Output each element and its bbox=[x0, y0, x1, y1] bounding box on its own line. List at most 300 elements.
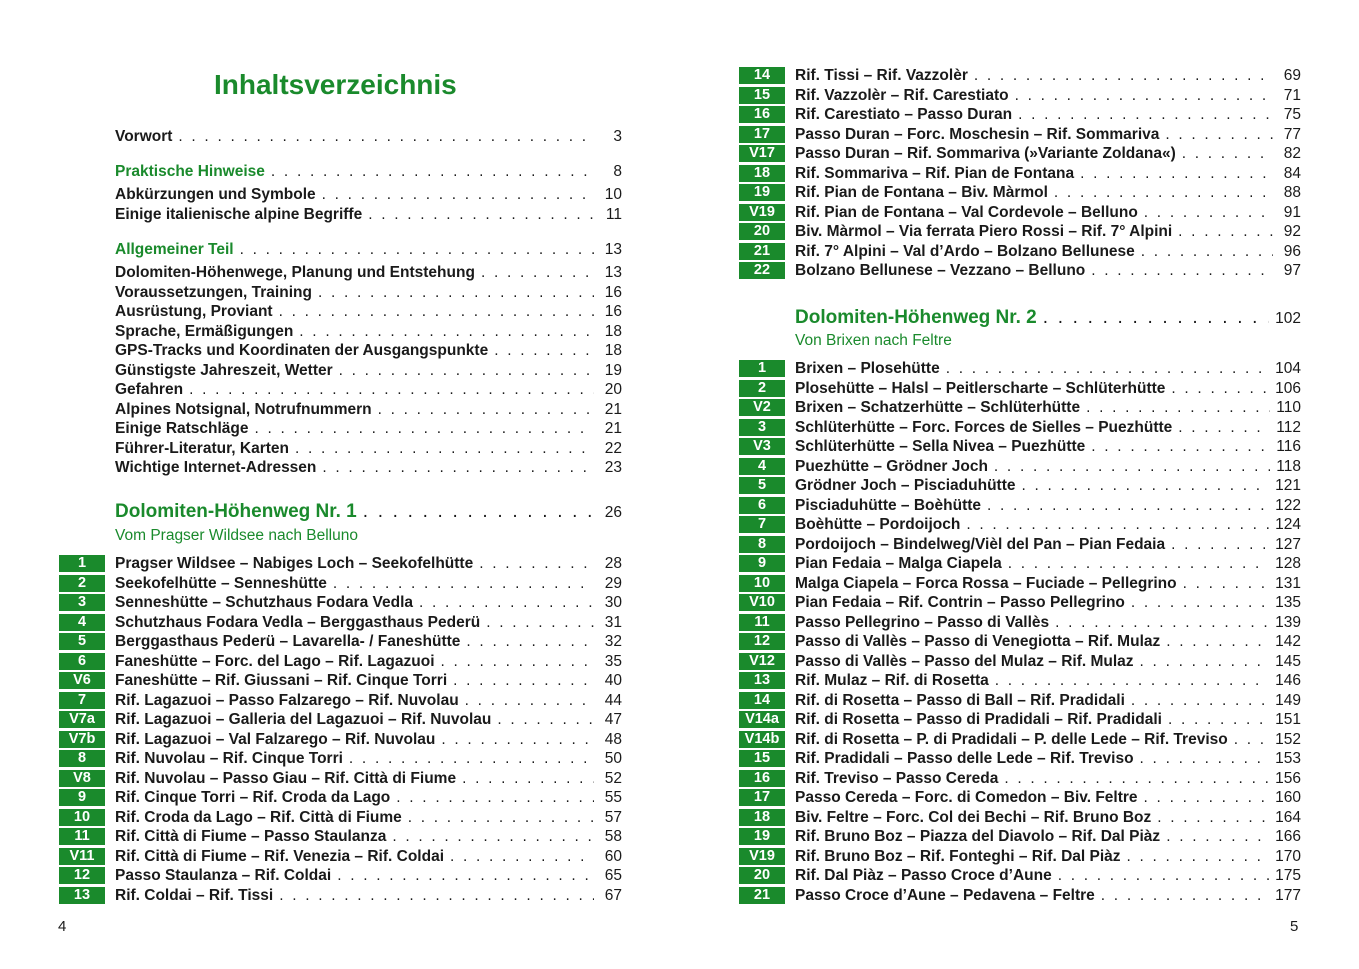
toc-entry[interactable] bbox=[115, 361, 622, 381]
leader-dots bbox=[466, 632, 594, 652]
stage-title: Rif. Città di Fiume – Rif. Venezia – Rif. Coldai bbox=[115, 847, 444, 865]
stage-title: Faneshütte – Forc. del Lago – Rif. Lagazuoi bbox=[115, 652, 435, 670]
stage-row[interactable] bbox=[115, 574, 622, 594]
leader-dots bbox=[1043, 305, 1269, 331]
stage-page: 121 bbox=[1275, 477, 1301, 494]
stage-number-badge: V14b bbox=[739, 731, 785, 748]
stage-row[interactable] bbox=[795, 515, 1301, 535]
stage-number-badge: 10 bbox=[739, 575, 785, 592]
stage-title: Puezhütte – Grödner Joch bbox=[795, 457, 988, 475]
stage-row[interactable] bbox=[115, 671, 622, 691]
entry-page: 3 bbox=[613, 128, 622, 145]
stage-number-badge: 17 bbox=[739, 789, 785, 806]
stage-page: 152 bbox=[1275, 730, 1301, 748]
stage-page: 153 bbox=[1275, 750, 1301, 767]
stage-title: Brixen – Schatzerhütte – Schlüterhütte bbox=[795, 399, 1081, 416]
stage-page: 69 bbox=[1283, 67, 1301, 84]
stage-title: Rif. Nuvolau – Passo Giau – Rif. Città di Fiume bbox=[115, 769, 457, 787]
entry-page: 16 bbox=[604, 283, 622, 301]
stage-title: Faneshütte – Rif. Giussani – Rif. Cinque Torri bbox=[115, 672, 448, 689]
entry-title: Praktische Hinweise bbox=[115, 163, 265, 180]
leader-dots bbox=[966, 515, 1269, 535]
stage-page: 52 bbox=[604, 769, 622, 787]
stage-number-badge: 15 bbox=[739, 750, 785, 767]
stage-page: 60 bbox=[604, 847, 622, 865]
toc-entry[interactable] bbox=[115, 185, 622, 205]
stage-page: 145 bbox=[1275, 652, 1301, 670]
stage-row[interactable] bbox=[795, 359, 1301, 379]
stage-title: Schlüterhütte – Sella Nivea – Puezhütte bbox=[795, 438, 1086, 455]
stage-title: Rif. Treviso – Passo Cereda bbox=[795, 769, 999, 787]
stage-number-badge: 19 bbox=[739, 828, 785, 845]
leader-dots bbox=[189, 380, 594, 400]
stage-title: Passo Duran – Forc. Moschesin – Rif. Sommariva bbox=[795, 125, 1160, 143]
stage-row[interactable] bbox=[115, 788, 622, 808]
stage-row[interactable] bbox=[795, 457, 1301, 477]
stage-title: Malga Ciapela – Forca Rossa – Fuciade – Pellegrino bbox=[795, 574, 1177, 592]
leader-dots bbox=[1140, 652, 1270, 672]
stage-page: 97 bbox=[1283, 262, 1301, 279]
route-heading-1[interactable] bbox=[115, 499, 622, 525]
stage-row[interactable] bbox=[795, 593, 1301, 613]
stage-page: 124 bbox=[1275, 516, 1301, 533]
stage-page: 177 bbox=[1275, 886, 1301, 904]
stage-page: 142 bbox=[1275, 633, 1301, 650]
stage-row[interactable] bbox=[115, 886, 622, 906]
entry-page: 13 bbox=[604, 241, 622, 258]
stage-row[interactable] bbox=[115, 593, 622, 613]
stage-title: Schlüterhütte – Forc. Forces de Sielles – Puezhütte bbox=[795, 418, 1173, 436]
stage-row[interactable] bbox=[795, 808, 1301, 828]
stage-row[interactable] bbox=[795, 671, 1301, 691]
stage-number-badge: V8 bbox=[59, 770, 105, 787]
stage-number-badge: 14 bbox=[739, 692, 785, 709]
stage-title: Passo Croce d’Aune – Pedavena – Feltre bbox=[795, 886, 1095, 904]
leader-dots bbox=[1140, 749, 1270, 769]
stage-row[interactable] bbox=[795, 847, 1301, 867]
stage-row[interactable] bbox=[795, 66, 1301, 86]
leader-dots bbox=[1101, 886, 1269, 906]
stage-number-badge: 3 bbox=[59, 594, 105, 611]
stage-number-badge: 22 bbox=[739, 262, 785, 279]
stage-row[interactable] bbox=[795, 730, 1301, 750]
entry-title: Alpines Notsignal, Notrufnummern bbox=[115, 400, 372, 418]
stage-page: 122 bbox=[1275, 496, 1301, 514]
stage-page: 139 bbox=[1275, 613, 1301, 631]
leader-dots bbox=[378, 400, 594, 420]
stage-row[interactable] bbox=[795, 535, 1301, 555]
stage-number-badge: 20 bbox=[739, 867, 785, 884]
stage-page: 156 bbox=[1275, 769, 1301, 787]
stage-page: 82 bbox=[1283, 145, 1301, 162]
leader-dots bbox=[271, 162, 594, 182]
stage-title: Rif. Nuvolau – Rif. Cinque Torri bbox=[115, 750, 343, 767]
stage-title: Rif. Tissi – Rif. Vazzolèr bbox=[795, 67, 968, 84]
stage-number-badge: 16 bbox=[739, 770, 785, 787]
section-heading-praktische-hinweise[interactable] bbox=[115, 162, 622, 182]
stage-title: Rif. Carestiato – Passo Duran bbox=[795, 106, 1013, 123]
stage-title: Berggasthaus Pederü – Lavarella- / Faneshütte bbox=[115, 633, 461, 650]
stage-row[interactable] bbox=[115, 652, 622, 672]
stage-page: 175 bbox=[1275, 867, 1301, 884]
leader-dots bbox=[497, 710, 594, 730]
stage-title: Grödner Joch – Pisciaduhütte bbox=[795, 477, 1016, 494]
leader-dots bbox=[1091, 261, 1273, 281]
stage-title: Rif. Pian de Fontana – Biv. Màrmol bbox=[795, 184, 1048, 201]
leader-dots bbox=[1086, 398, 1270, 418]
stage-title: Passo Staulanza – Rif. Coldai bbox=[115, 867, 332, 884]
stage-title: Bolzano Bellunese – Vezzano – Belluno bbox=[795, 262, 1086, 279]
entry-title: Günstigste Jahreszeit, Wetter bbox=[115, 361, 333, 379]
stage-row[interactable] bbox=[795, 652, 1301, 672]
toc-entry[interactable] bbox=[115, 302, 622, 322]
page-number-left: 4 bbox=[58, 918, 67, 935]
leader-dots bbox=[408, 808, 594, 828]
leader-dots bbox=[1171, 379, 1269, 399]
stage-page: 32 bbox=[604, 633, 622, 650]
stage-page: 149 bbox=[1275, 691, 1301, 709]
stage-title: Rif. Sommariva – Rif. Pian de Fontana bbox=[795, 164, 1075, 182]
stage-title: Rif. di Rosetta – P. di Pradidali – P. delle Lede – Rif. Treviso bbox=[795, 730, 1228, 748]
leader-dots bbox=[368, 205, 594, 225]
stage-number-badge: 15 bbox=[739, 87, 785, 104]
entry-page: 20 bbox=[604, 381, 622, 398]
leader-dots bbox=[1157, 808, 1269, 828]
stage-title: Rif. Pian de Fontana – Val Cordevole – Belluno bbox=[795, 203, 1138, 221]
stage-row[interactable] bbox=[795, 437, 1301, 457]
stage-page: 31 bbox=[604, 613, 622, 631]
stage-row[interactable] bbox=[795, 144, 1301, 164]
stage-row[interactable] bbox=[795, 125, 1301, 145]
stage-row[interactable] bbox=[795, 769, 1301, 789]
entry-page: 11 bbox=[605, 206, 622, 223]
entry-page: 10 bbox=[604, 186, 622, 203]
stage-page: 28 bbox=[604, 555, 622, 572]
route-subtitle-2: Von Brixen nach Feltre bbox=[795, 332, 952, 349]
stage-number-badge: 18 bbox=[739, 165, 785, 182]
stage-page: 48 bbox=[604, 730, 622, 748]
stage-page: 135 bbox=[1275, 594, 1301, 611]
entry-page: 13 bbox=[604, 264, 622, 281]
toc-entry[interactable] bbox=[115, 439, 622, 459]
toc-entry[interactable] bbox=[115, 283, 622, 303]
stage-title: Rif. Croda da Lago – Rif. Città di Fiume bbox=[115, 808, 402, 826]
stage-title: Rif. Dal Piàz – Passo Croce d’Aune bbox=[795, 867, 1052, 884]
leader-dots bbox=[396, 788, 594, 808]
stage-number-badge: 12 bbox=[739, 633, 785, 650]
stage-page: 146 bbox=[1275, 672, 1301, 689]
toc-entry[interactable] bbox=[115, 380, 622, 400]
stage-page: 75 bbox=[1283, 106, 1301, 123]
stage-row[interactable] bbox=[795, 183, 1301, 203]
stage-number-badge: 21 bbox=[739, 887, 785, 904]
stage-page: 50 bbox=[604, 750, 622, 767]
entry-title: Vorwort bbox=[115, 128, 173, 145]
stage-title: Rif. Lagazuoi – Passo Falzarego – Rif. Nuvolau bbox=[115, 691, 459, 709]
stage-row[interactable] bbox=[115, 613, 622, 633]
leader-dots bbox=[1183, 574, 1270, 594]
leader-dots bbox=[1144, 203, 1273, 223]
stage-title: Biv. Màrmol – Via ferrata Piero Rossi – Rif. 7° Alpini bbox=[795, 223, 1173, 240]
stage-page: 91 bbox=[1283, 203, 1301, 221]
stage-page: 71 bbox=[1283, 86, 1301, 104]
entry-page: 23 bbox=[604, 459, 622, 476]
stage-row[interactable] bbox=[795, 86, 1301, 106]
entry-title: Wichtige Internet-Adressen bbox=[115, 459, 317, 476]
stage-row[interactable] bbox=[795, 886, 1301, 906]
leader-dots bbox=[486, 613, 594, 633]
leader-dots bbox=[240, 240, 594, 260]
toc-entry[interactable] bbox=[115, 419, 622, 439]
leader-dots bbox=[419, 593, 594, 613]
leader-dots bbox=[479, 554, 594, 574]
stage-title: Schutzhaus Fodara Vedla – Berggasthaus Pederü bbox=[115, 613, 481, 631]
stage-number-badge: V2 bbox=[739, 399, 785, 416]
stage-row[interactable] bbox=[115, 710, 622, 730]
stage-page: 127 bbox=[1275, 535, 1301, 553]
stage-page: 30 bbox=[604, 594, 622, 611]
stage-page: 112 bbox=[1276, 418, 1301, 436]
stage-title: Passo Cereda – Forc. di Comedon – Biv. Feltre bbox=[795, 789, 1138, 806]
stage-row[interactable] bbox=[795, 105, 1301, 125]
leader-dots bbox=[453, 671, 594, 691]
stage-page: 55 bbox=[604, 789, 622, 806]
stage-number-badge: 3 bbox=[739, 419, 785, 436]
stage-page: 88 bbox=[1283, 184, 1301, 201]
stage-row[interactable] bbox=[795, 476, 1301, 496]
stage-number-badge: V12 bbox=[739, 653, 785, 670]
leader-dots bbox=[1141, 242, 1273, 262]
leader-dots bbox=[322, 458, 594, 478]
stage-title: Pian Fedaia – Malga Ciapela bbox=[795, 555, 1002, 572]
stage-number-badge: 21 bbox=[739, 243, 785, 260]
stage-number-badge: 5 bbox=[739, 477, 785, 494]
stage-number-badge: V11 bbox=[59, 848, 105, 865]
stage-row[interactable] bbox=[795, 222, 1301, 242]
leader-dots bbox=[462, 769, 594, 789]
toc-entry[interactable] bbox=[115, 341, 622, 361]
entry-title: Gefahren bbox=[115, 381, 184, 398]
stage-row[interactable] bbox=[795, 379, 1301, 399]
page-number-right: 5 bbox=[1290, 918, 1299, 935]
leader-dots bbox=[995, 671, 1269, 691]
leader-dots bbox=[392, 827, 594, 847]
stage-page: 110 bbox=[1276, 399, 1301, 416]
stage-number-badge: 6 bbox=[59, 653, 105, 670]
stage-title: Rif. Cinque Torri – Rif. Croda da Lago bbox=[115, 789, 391, 806]
leader-dots bbox=[1168, 710, 1269, 730]
stage-row[interactable] bbox=[795, 749, 1301, 769]
stage-row[interactable] bbox=[795, 632, 1301, 652]
entry-page: 18 bbox=[604, 342, 622, 359]
leader-dots bbox=[279, 886, 594, 906]
stage-row[interactable] bbox=[115, 554, 622, 574]
stage-number-badge: 13 bbox=[739, 672, 785, 689]
stage-number-badge: 14 bbox=[739, 67, 785, 84]
route-heading-2[interactable] bbox=[795, 305, 1301, 331]
leader-dots bbox=[339, 361, 594, 381]
stage-title: Senneshütte – Schutzhaus Fodara Vedla bbox=[115, 594, 414, 611]
leader-dots bbox=[974, 66, 1273, 86]
leader-dots bbox=[1008, 554, 1269, 574]
stage-number-badge: V19 bbox=[739, 204, 785, 221]
stage-title: Biv. Feltre – Forc. Col dei Bechi – Rif. Bruno Boz bbox=[795, 808, 1152, 826]
stage-page: 65 bbox=[604, 867, 622, 884]
stage-page: 116 bbox=[1276, 438, 1301, 455]
leader-dots bbox=[1178, 418, 1270, 438]
stage-page: 47 bbox=[604, 711, 622, 728]
leader-dots bbox=[481, 263, 594, 283]
stage-number-badge: 10 bbox=[59, 809, 105, 826]
stage-row[interactable] bbox=[795, 691, 1301, 711]
stage-row[interactable] bbox=[115, 769, 622, 789]
toc-title: Inhaltsverzeichnis bbox=[214, 69, 457, 100]
stage-row[interactable] bbox=[795, 418, 1301, 438]
stage-page: 160 bbox=[1275, 789, 1301, 806]
stage-number-badge: 11 bbox=[59, 828, 105, 845]
stage-page: 96 bbox=[1283, 242, 1301, 260]
stage-row[interactable] bbox=[115, 730, 622, 750]
entry-title: Führer-Literatur, Karten bbox=[115, 439, 289, 457]
stage-row[interactable] bbox=[795, 496, 1301, 516]
toc-entry[interactable] bbox=[115, 263, 622, 283]
stage-number-badge: 8 bbox=[739, 536, 785, 553]
leader-dots bbox=[1182, 144, 1273, 164]
stage-title: Boèhütte – Pordoijoch bbox=[795, 516, 961, 533]
entry-page: 19 bbox=[604, 361, 622, 379]
stage-row[interactable] bbox=[795, 866, 1301, 886]
stage-page: 164 bbox=[1275, 808, 1301, 826]
stage-number-badge: 18 bbox=[739, 809, 785, 826]
stage-row[interactable] bbox=[795, 242, 1301, 262]
entry-page: 21 bbox=[604, 420, 622, 437]
stage-page: 166 bbox=[1275, 828, 1301, 845]
stage-number-badge: 6 bbox=[739, 497, 785, 514]
entry-title: Ausrüstung, Proviant bbox=[115, 303, 273, 320]
toc-entry[interactable] bbox=[115, 205, 622, 225]
stage-page: 104 bbox=[1275, 360, 1301, 377]
stage-page: 128 bbox=[1275, 555, 1301, 572]
stage-title: Brixen – Plosehütte bbox=[795, 360, 940, 377]
stage-number-badge: V10 bbox=[739, 594, 785, 611]
entry-title: Einige italienische alpine Begriffe bbox=[115, 206, 363, 223]
stage-title: Rif. Bruno Boz – Piazza del Diavolo – Rif. Dal Piàz bbox=[795, 828, 1161, 845]
stage-row[interactable] bbox=[115, 847, 622, 867]
stage-number-badge: 1 bbox=[739, 360, 785, 377]
stage-row[interactable] bbox=[795, 164, 1301, 184]
route-page: 26 bbox=[604, 504, 622, 521]
entry-page: 22 bbox=[604, 439, 622, 457]
leader-dots bbox=[1055, 613, 1269, 633]
leader-dots bbox=[337, 866, 594, 886]
leader-dots bbox=[1131, 691, 1269, 711]
leader-dots bbox=[1144, 788, 1270, 808]
leader-dots bbox=[1131, 593, 1269, 613]
toc-entry[interactable] bbox=[115, 322, 622, 342]
entry-page: 21 bbox=[604, 400, 622, 418]
stage-row[interactable] bbox=[115, 866, 622, 886]
stage-row[interactable] bbox=[115, 827, 622, 847]
stage-number-badge: 7 bbox=[59, 692, 105, 709]
stage-title: Passo di Vallès – Passo del Mulaz – Rif. Mulaz bbox=[795, 652, 1134, 670]
entry-page: 18 bbox=[604, 322, 622, 340]
route-subtitle-1: Vom Pragser Wildsee nach Belluno bbox=[115, 527, 358, 544]
stage-row[interactable] bbox=[115, 632, 622, 652]
stage-number-badge: 13 bbox=[59, 887, 105, 904]
stage-row[interactable] bbox=[795, 788, 1301, 808]
stage-title: Rif. di Rosetta – Passo di Pradidali – Rif. Pradidali bbox=[795, 711, 1162, 728]
stage-number-badge: 4 bbox=[59, 614, 105, 631]
stage-page: 58 bbox=[604, 828, 622, 845]
stage-page: 84 bbox=[1283, 164, 1301, 182]
stage-page: 151 bbox=[1275, 711, 1301, 728]
stage-row[interactable] bbox=[115, 749, 622, 769]
stage-row[interactable] bbox=[795, 203, 1301, 223]
stage-page: 92 bbox=[1283, 223, 1301, 240]
stage-row[interactable] bbox=[795, 261, 1301, 281]
stage-title: Pordoijoch – Bindelweg/Vièl del Pan – Pian Fedaia bbox=[795, 535, 1166, 553]
leader-dots bbox=[465, 691, 594, 711]
leader-dots bbox=[322, 185, 594, 205]
leader-dots bbox=[946, 359, 1269, 379]
stage-title: Rif. Vazzolèr – Rif. Carestiato bbox=[795, 86, 1009, 104]
stage-row[interactable] bbox=[115, 808, 622, 828]
leader-dots bbox=[295, 439, 594, 459]
leader-dots bbox=[1015, 86, 1273, 106]
stage-row[interactable] bbox=[795, 613, 1301, 633]
entry-title: Allgemeiner Teil bbox=[115, 241, 234, 258]
stage-title: Pisciaduhütte – Boèhütte bbox=[795, 496, 982, 514]
toc-entry[interactable] bbox=[115, 400, 622, 420]
entry-title: Voraussetzungen, Training bbox=[115, 283, 312, 301]
stage-number-badge: V7a bbox=[59, 711, 105, 728]
stage-number-badge: 2 bbox=[59, 575, 105, 592]
stage-page: 77 bbox=[1283, 125, 1301, 143]
stage-number-badge: V14a bbox=[739, 711, 785, 728]
leader-dots bbox=[299, 322, 594, 342]
entry-title: GPS-Tracks und Koordinaten der Ausgangspunkte bbox=[115, 342, 489, 359]
leader-dots bbox=[1058, 866, 1269, 886]
stage-number-badge: 4 bbox=[739, 458, 785, 475]
stage-row[interactable] bbox=[795, 827, 1301, 847]
stage-row[interactable] bbox=[795, 554, 1301, 574]
stage-number-badge: 11 bbox=[739, 614, 785, 631]
toc-entry-vorwort[interactable] bbox=[115, 127, 622, 147]
right-page bbox=[680, 0, 1359, 969]
stage-title: Rif. 7° Alpini – Val d’Ardo – Bolzano Bellunese bbox=[795, 242, 1135, 260]
stage-row[interactable] bbox=[115, 691, 622, 711]
stage-page: 35 bbox=[604, 652, 622, 670]
stage-number-badge: 7 bbox=[739, 516, 785, 533]
route-page: 102 bbox=[1275, 310, 1301, 327]
stage-row[interactable] bbox=[795, 710, 1301, 730]
entry-title: Einige Ratschläge bbox=[115, 420, 249, 437]
leader-dots bbox=[494, 341, 594, 361]
stage-row[interactable] bbox=[795, 574, 1301, 594]
toc-entry[interactable] bbox=[115, 458, 622, 478]
leader-dots bbox=[441, 652, 594, 672]
stage-title: Pian Fedaia – Rif. Contrin – Passo Pellegrino bbox=[795, 594, 1125, 611]
stage-title: Rif. di Rosetta – Passo di Ball – Rif. Pradidali bbox=[795, 691, 1125, 709]
stage-number-badge: V19 bbox=[739, 848, 785, 865]
stage-row[interactable] bbox=[795, 398, 1301, 418]
entry-title: Dolomiten-Höhenwege, Planung und Entstehung bbox=[115, 264, 475, 281]
leader-dots bbox=[1091, 437, 1270, 457]
section-heading-allgemeiner-teil[interactable] bbox=[115, 240, 622, 260]
leader-dots bbox=[1018, 105, 1273, 125]
leader-dots bbox=[450, 847, 594, 867]
stage-number-badge: 12 bbox=[59, 867, 105, 884]
